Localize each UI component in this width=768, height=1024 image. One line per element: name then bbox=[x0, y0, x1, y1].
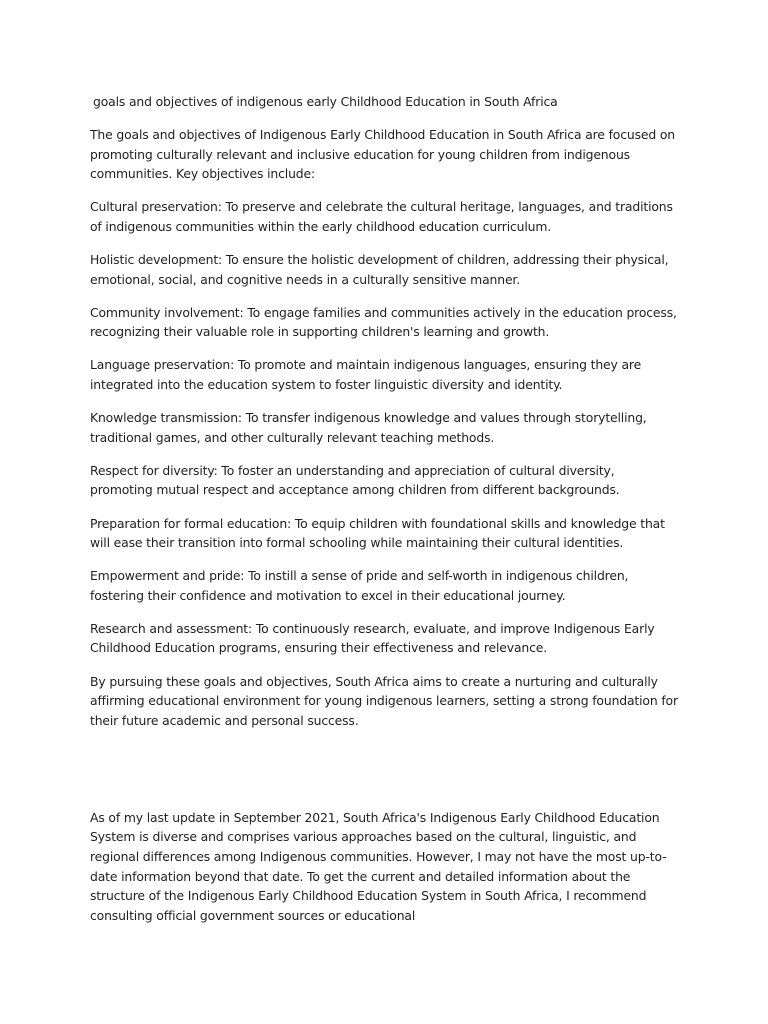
objective-preparation-formal-education: Preparation for formal education: To equip children with foundational skills and knowledge that will ease their transition into formal schooling while maintaining their cultural identities. bbox=[90, 515, 665, 551]
objective-language-preservation: Language preservation: To promote and maintain indigenous languages, ensuring they are integrated into the education system to foster linguistic diversity and identity. bbox=[90, 357, 642, 393]
objective-respect-for-diversity: Respect for diversity: To foster an understanding and appreciation of cultural diversity, promoting mutual respect and acceptance among children from different backgrounds. bbox=[90, 462, 620, 498]
objective-research-assessment: Research and assessment: To continuously research, evaluate, and improve Indigenous Early Childhood Education programs, ensuring their effectiveness and relevance. bbox=[90, 620, 655, 656]
intro-paragraph: The goals and objectives of Indigenous Early Childhood Education in South Africa are focused on promoting culturally relevant and inclusive education for young children from indigenous communities. Key objectives include: bbox=[90, 127, 675, 182]
objective-holistic-development: Holistic development: To ensure the holistic development of children, addressing their physical, emotional, social, and cognitive needs in a culturally sensitive manner. bbox=[90, 252, 669, 287]
blank-lines bbox=[90, 744, 680, 808]
objective-empowerment-pride: Empowerment and pride: To instill a sense of pride and self-worth in indigenous children, fostering their confidence and motivation to excel in their educational journey. bbox=[90, 568, 629, 603]
conclusion-paragraph: By pursuing these goals and objectives, South Africa aims to create a nurturing and culturally affirming educational environment for young indigenous learners, setting a strong foundation for their future academic and personal success. bbox=[90, 673, 678, 728]
objective-cultural-preservation: Cultural preservation: To preserve and celebrate the cultural heritage, languages, and traditions of indigenous communities within the early childhood education curriculum. bbox=[90, 199, 673, 234]
second-section-paragraph: As of my last update in September 2021, South Africa's Indigenous Early Childhood Education System is diverse and comprises various approaches based on the cultural, linguistic, and regional differences among Indigenous communities. However, I may not have the most up-to-date information beyond that date. To get the current and detailed information about the structure of the Indigenous Early Childhood Education System in South Africa, I recommend consulting official government sources or educational bbox=[90, 809, 667, 923]
objective-community-involvement: Community involvement: To engage families and communities actively in the education process, recognizing their valuable role in supporting children's learning and growth. bbox=[90, 304, 677, 340]
document-body bbox=[90, 92, 680, 939]
document-title: goals and objectives of indigenous early Childhood Education in South Africa bbox=[93, 94, 558, 109]
objective-knowledge-transmission: Knowledge transmission: To transfer indigenous knowledge and values through storytelling, traditional games, and other culturally relevant teaching methods. bbox=[90, 410, 647, 445]
